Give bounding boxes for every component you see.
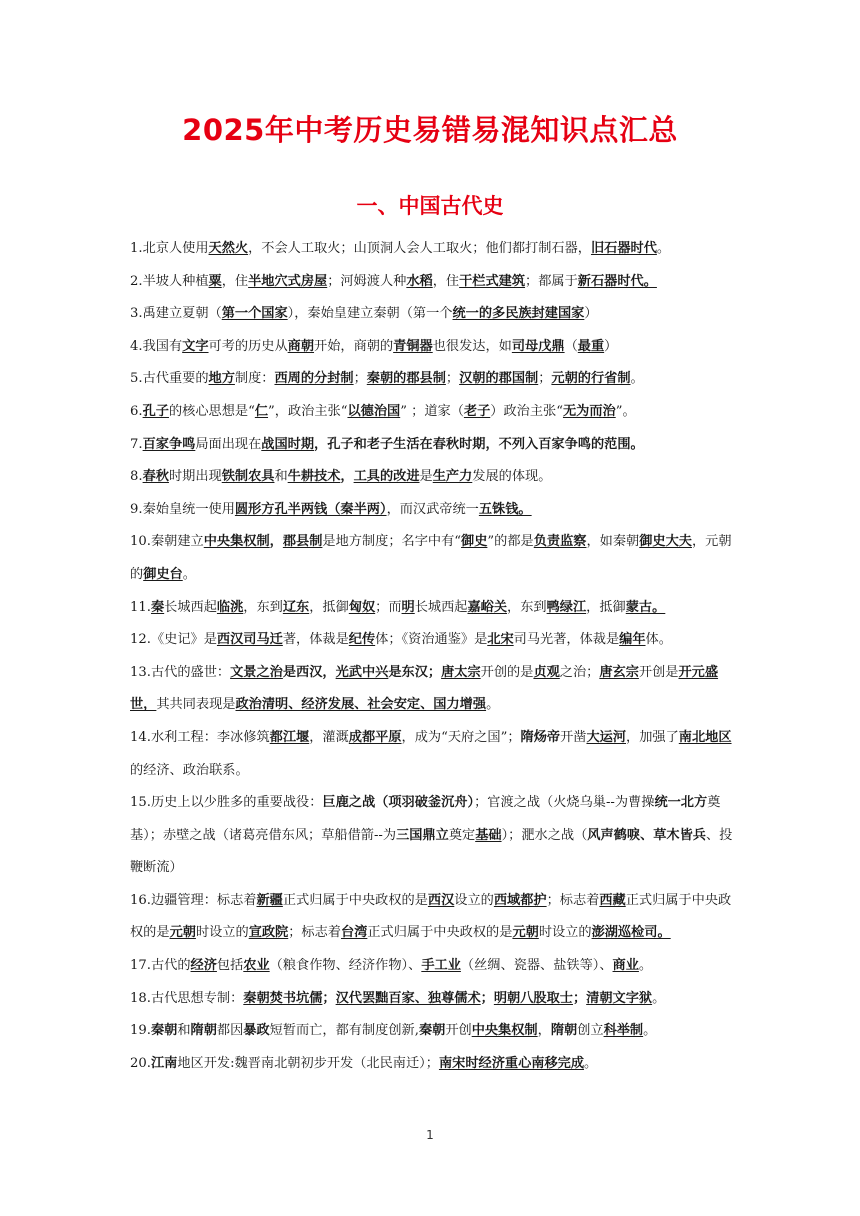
body-text: ，元朝的 bbox=[130, 534, 732, 582]
key-term: 中央集权制 bbox=[471, 1023, 538, 1039]
knowledge-point-7 bbox=[130, 429, 736, 462]
body-text: ，不会人工取火；山顶洞人会人工取火；他们都打制石器， bbox=[248, 241, 591, 256]
body-text: 开始，商朝的 bbox=[314, 338, 394, 354]
bold-text: 是西汉， bbox=[282, 664, 336, 680]
body-text: 时期出现 bbox=[168, 469, 222, 485]
body-text: 长城西起 bbox=[414, 599, 468, 615]
key-term: 五铢钱。 bbox=[478, 501, 532, 517]
body-text: 开凿 bbox=[560, 729, 587, 745]
bold-text: ，孔子和老子生活在春秋时期，不列入百家争鸣的范围。 bbox=[314, 436, 644, 452]
key-term: 统一的多民族封建国家 bbox=[452, 306, 585, 322]
key-term: 西汉司马迁 bbox=[216, 632, 283, 648]
body-text: ；标志着 bbox=[546, 892, 600, 908]
key-term: 元朝 bbox=[169, 925, 196, 941]
body-text: ；而 bbox=[375, 599, 402, 615]
body-text: 5.古代重要的 bbox=[130, 371, 209, 387]
key-term: 司母戊鼎 bbox=[511, 338, 565, 354]
body-text: 。 bbox=[182, 566, 196, 582]
knowledge-point-11 bbox=[130, 592, 736, 625]
bold-text: 隋炀帝 bbox=[520, 729, 561, 745]
knowledge-point-16 bbox=[130, 885, 736, 950]
body-text: ）政治主张“ bbox=[490, 403, 563, 419]
body-text: ） bbox=[604, 338, 618, 354]
body-text: 。 bbox=[638, 958, 653, 974]
knowledge-point-15 bbox=[130, 787, 736, 885]
body-text: 。 bbox=[656, 241, 671, 256]
body-text: 制度： bbox=[234, 371, 275, 387]
bold-text: 统一北方 bbox=[654, 795, 708, 811]
bold-text: 隋朝 bbox=[190, 1023, 217, 1039]
key-term: 科举制 bbox=[603, 1023, 644, 1039]
key-term: 郡县制 bbox=[282, 534, 323, 550]
key-term: 仁 bbox=[254, 403, 269, 419]
key-term: 天然火 bbox=[208, 241, 249, 256]
body-text: 12.《史记》是 bbox=[130, 632, 217, 648]
key-term: 秦 bbox=[150, 599, 165, 615]
key-term: 鸭绿江 bbox=[546, 599, 587, 615]
body-text: 18.古代思想专制： bbox=[130, 990, 244, 1006]
key-term: 北宋 bbox=[487, 632, 514, 648]
key-term: 中央集权制 bbox=[203, 534, 270, 550]
body-text: 长城西起 bbox=[164, 599, 217, 615]
body-text: 开创是 bbox=[638, 664, 679, 680]
body-text: 也很发达，如 bbox=[432, 338, 512, 354]
bold-text: 是东汉； bbox=[388, 664, 442, 680]
body-text: ；都属于 bbox=[525, 273, 578, 289]
body-text: 正式归属于中央政权的是 bbox=[130, 892, 732, 941]
body-text: 14.水利工程：李冰修筑 bbox=[130, 729, 270, 745]
body-text: 包括 bbox=[216, 958, 244, 974]
bold-text: ； bbox=[480, 990, 494, 1006]
key-term: 辽东 bbox=[282, 599, 310, 615]
key-term: 唐太宗 bbox=[441, 664, 481, 680]
key-term: 以德治国 bbox=[347, 403, 401, 419]
key-term: 牛耕技术 bbox=[287, 469, 341, 485]
body-text: ； bbox=[353, 371, 367, 387]
key-term: 青铜器 bbox=[393, 338, 433, 354]
body-text: ，成为“天府之国”； bbox=[401, 729, 521, 745]
key-term: 明 bbox=[401, 599, 415, 615]
body-text: ；官渡之战（火烧乌巢--为曹操 bbox=[474, 795, 655, 811]
body-text: （丝绸、瓷器、盐铁等）、 bbox=[460, 958, 613, 974]
body-text: 。 bbox=[643, 1023, 657, 1039]
body-text: ， bbox=[537, 1023, 551, 1039]
bold-text: ， bbox=[340, 469, 354, 485]
key-term: 都江堰 bbox=[269, 729, 310, 745]
key-term: 明朝八股取士 bbox=[493, 990, 573, 1006]
key-term: 西汉 bbox=[427, 892, 455, 908]
key-term: 政治清明、经济发展、社会安定、国力增强 bbox=[235, 697, 487, 713]
key-term: 大运河 bbox=[586, 729, 627, 745]
body-text: 15.历史上以少胜多的重要战役： bbox=[130, 795, 323, 811]
body-text: 4.我国有 bbox=[130, 338, 183, 354]
body-text: 是 bbox=[419, 469, 433, 485]
body-text: ”。 bbox=[615, 403, 636, 419]
key-term: 清朝文字狱 bbox=[586, 990, 653, 1006]
body-text: 16.边疆管理：标志着 bbox=[130, 892, 257, 908]
key-term: 西域都护 bbox=[493, 892, 547, 908]
body-text: ，抵御 bbox=[309, 599, 349, 615]
key-term: 百家争鸣 bbox=[142, 436, 196, 452]
body-text: ”的都是 bbox=[487, 534, 534, 550]
body-text: 19. bbox=[130, 1023, 151, 1039]
body-text: 11. bbox=[130, 599, 151, 615]
body-text: ” ；道家（ bbox=[400, 403, 464, 419]
body-text: 正式归属于中央政权的是 bbox=[367, 925, 513, 941]
key-term: 嘉峪关 bbox=[467, 599, 508, 615]
body-text: 设立的 bbox=[454, 892, 494, 908]
knowledge-point-1 bbox=[130, 233, 736, 266]
knowledge-point-19 bbox=[130, 1015, 736, 1048]
key-term: 汉朝的郡国制 bbox=[459, 371, 539, 387]
key-term: 基础 bbox=[475, 827, 502, 843]
body-text: 都因 bbox=[216, 1023, 244, 1039]
knowledge-point-9 bbox=[130, 494, 736, 527]
bold-text: 风声鹤唳、草木皆兵 bbox=[587, 827, 706, 843]
key-term: 地方 bbox=[208, 371, 235, 387]
page-number: 1 bbox=[426, 1128, 434, 1142]
key-term: 文景之治 bbox=[230, 664, 283, 680]
body-text: 8. bbox=[130, 469, 143, 485]
body-text: 。 bbox=[630, 371, 644, 387]
key-term: 生产力 bbox=[432, 469, 473, 485]
body-text: 17.古代的 bbox=[130, 958, 191, 974]
key-term: 最重 bbox=[577, 338, 605, 354]
body-text: 3.禹建立夏朝（ bbox=[130, 306, 222, 322]
key-term: 半地穴式房屋 bbox=[248, 273, 328, 289]
knowledge-point-4 bbox=[130, 331, 736, 364]
body-text: ，加强了 bbox=[626, 729, 679, 745]
key-term: 宣政院 bbox=[248, 925, 289, 941]
key-term: 文字 bbox=[182, 338, 209, 354]
body-text: 。 bbox=[486, 697, 500, 713]
body-text: ”，政治主张“ bbox=[268, 403, 348, 419]
body-text: 短暂而亡，都有制度创新, bbox=[269, 1023, 419, 1039]
body-text: 著，体裁是 bbox=[282, 632, 349, 648]
key-term: 贞观 bbox=[533, 664, 560, 680]
body-text: ），秦始皇建立秦朝（第一个 bbox=[287, 306, 453, 322]
key-term: 汉代罢黜百家、独尊儒术 bbox=[335, 990, 481, 1006]
body-text: ，如秦朝 bbox=[586, 534, 640, 550]
body-text: 体；《资治通鉴》是 bbox=[375, 632, 488, 648]
key-term: 圆形方孔半两钱（秦半两） bbox=[234, 501, 387, 517]
bold-text: 秦朝 bbox=[418, 1023, 446, 1039]
key-term: 蒙古。 bbox=[625, 599, 666, 615]
bold-text: 三国鼎立 bbox=[396, 827, 449, 843]
key-term: 开元盛世， bbox=[130, 664, 719, 713]
body-text: 2.半坡人种植 bbox=[130, 273, 209, 289]
body-text: 正式归属于中央政权的是 bbox=[282, 892, 428, 908]
body-text: ，而汉武帝统一 bbox=[386, 501, 479, 517]
body-text: 地区开发:魏晋南北朝初步开发（北民南迁）； bbox=[177, 1055, 439, 1071]
knowledge-point-20 bbox=[130, 1048, 736, 1081]
body-text: 的核心思想是“ bbox=[168, 403, 255, 419]
knowledge-point-10 bbox=[130, 526, 736, 591]
body-text: 6. bbox=[130, 403, 143, 419]
body-text: 之治； bbox=[559, 664, 600, 680]
body-text: （ bbox=[564, 338, 578, 354]
key-term: 负责监察 bbox=[533, 534, 587, 550]
body-text: 7. bbox=[130, 436, 143, 452]
body-text: 开创的是 bbox=[480, 664, 534, 680]
body-text: ，灌溉 bbox=[309, 729, 349, 745]
body-text: ，东到 bbox=[243, 599, 283, 615]
key-term: 匈奴 bbox=[348, 599, 376, 615]
bold-text: 巨鹿之战（项羽破釜沉舟） bbox=[322, 795, 475, 811]
document-title: 2025年中考历史易错易混知识点汇总 bbox=[182, 113, 678, 147]
bold-text: 江南 bbox=[150, 1055, 178, 1071]
key-term: 手工业 bbox=[421, 958, 461, 974]
key-term: 秦朝的郡县制 bbox=[366, 371, 446, 387]
key-term: 粟 bbox=[208, 273, 222, 289]
key-term: 元朝的行省制 bbox=[551, 371, 631, 387]
key-term: 秦朝焚书坑儒 bbox=[243, 990, 323, 1006]
body-text: 9.秦始皇统一使用 bbox=[130, 501, 235, 517]
knowledge-point-8 bbox=[130, 461, 736, 494]
bold-text: ； bbox=[572, 990, 587, 1006]
key-term: 第一个国家 bbox=[221, 306, 288, 322]
key-term: 战国时期 bbox=[261, 436, 315, 452]
bold-text: ， bbox=[269, 534, 283, 550]
body-text: 和 bbox=[177, 1023, 191, 1039]
bold-text: ； bbox=[322, 990, 336, 1006]
body-text: 。 bbox=[584, 1055, 598, 1071]
key-term: 农业 bbox=[243, 958, 270, 974]
knowledge-point-6 bbox=[130, 396, 736, 429]
key-term: 老子 bbox=[463, 403, 491, 419]
body-text: 司马光著，体裁是 bbox=[513, 632, 620, 648]
key-term: 铁制农具 bbox=[221, 469, 275, 485]
body-text: 时设立的 bbox=[195, 925, 249, 941]
body-text: 和 bbox=[274, 469, 288, 485]
key-term: 旧石器时代 bbox=[590, 241, 657, 256]
knowledge-point-14 bbox=[130, 722, 736, 787]
body-text: 13.古代的盛世： bbox=[130, 664, 231, 680]
knowledge-point-13 bbox=[130, 657, 736, 722]
knowledge-point-18 bbox=[130, 983, 736, 1016]
key-term: 南北地区 bbox=[678, 729, 732, 745]
body-text: 奠定 bbox=[448, 827, 476, 843]
body-text: 是地方制度；名字中有“ bbox=[322, 534, 462, 550]
key-term: 新石器时代。 bbox=[577, 273, 657, 289]
body-text: ；河姆渡人种 bbox=[327, 273, 407, 289]
body-text: ）；淝水之战（ bbox=[501, 827, 588, 843]
body-text: ； bbox=[445, 371, 460, 387]
key-term: 经济 bbox=[190, 958, 217, 974]
knowledge-point-2 bbox=[130, 266, 736, 299]
body-text: ； bbox=[538, 371, 552, 387]
body-text: 奠基）；赤壁之战（诸葛亮借东风；草船借箭--为 bbox=[130, 795, 721, 843]
key-term: 南宋时经济重心南移完成 bbox=[438, 1055, 585, 1071]
key-term: 成都平原 bbox=[348, 729, 402, 745]
knowledge-point-17 bbox=[130, 950, 736, 983]
body-text: ） bbox=[584, 306, 598, 322]
body-text: 。 bbox=[652, 990, 666, 1006]
bold-text: 秦朝 bbox=[150, 1023, 178, 1039]
body-text: 其共同表现是 bbox=[156, 697, 236, 713]
body-text: ；标志着 bbox=[288, 925, 341, 941]
body-text: 发展的体现。 bbox=[472, 469, 552, 485]
body-text: 20. bbox=[130, 1055, 151, 1071]
key-term: 西周的分封制 bbox=[274, 371, 354, 387]
key-term: 澎湖巡检司。 bbox=[591, 925, 671, 941]
body-text: （粮食作物、经济作物）、 bbox=[269, 958, 422, 974]
body-text: 创立 bbox=[577, 1023, 604, 1039]
body-text: ，东到 bbox=[507, 599, 547, 615]
key-term: 临洮 bbox=[216, 599, 244, 615]
body-text: 10.秦朝建立 bbox=[130, 534, 204, 550]
key-term: 商业 bbox=[612, 958, 639, 974]
key-term: 新疆 bbox=[256, 892, 283, 908]
key-term: 御史台 bbox=[143, 566, 183, 582]
knowledge-point-12 bbox=[130, 624, 736, 657]
body-text: ，住 bbox=[221, 273, 249, 289]
knowledge-point-list bbox=[130, 233, 736, 1080]
key-term: 春秋 bbox=[142, 469, 169, 485]
key-term: 台湾 bbox=[341, 925, 368, 941]
body-text: 的经济、政治联系。 bbox=[130, 762, 249, 778]
section-heading: 一、中国古代史 bbox=[356, 194, 504, 218]
body-text: 时设立的 bbox=[538, 925, 592, 941]
key-term: 元朝 bbox=[512, 925, 539, 941]
bold-text: 暴政 bbox=[243, 1023, 270, 1039]
key-term: 干栏式建筑 bbox=[459, 273, 526, 289]
key-term: 光武中兴 bbox=[335, 664, 389, 680]
body-text: 局面出现在 bbox=[195, 436, 262, 452]
key-term: 水稻 bbox=[406, 273, 433, 289]
body-text: ，抵御 bbox=[586, 599, 626, 615]
key-term: 商朝 bbox=[287, 338, 315, 354]
body-text: ，住 bbox=[432, 273, 460, 289]
key-term: 御史 bbox=[461, 534, 488, 550]
body-text: 体。 bbox=[645, 632, 672, 648]
key-term: 无为而治 bbox=[562, 403, 616, 419]
key-term: 西藏 bbox=[599, 892, 626, 908]
bold-text: 隋朝 bbox=[550, 1023, 578, 1039]
key-term: 孔子 bbox=[142, 403, 169, 419]
key-term: 唐玄宗 bbox=[599, 664, 639, 680]
key-term: 纪传 bbox=[348, 632, 376, 648]
body-text: 1.北京人使用 bbox=[130, 241, 209, 256]
knowledge-point-3 bbox=[130, 298, 736, 331]
key-term: 御史大夫 bbox=[639, 534, 692, 550]
key-term: 工具的改进 bbox=[353, 469, 420, 485]
key-term: 编年 bbox=[619, 632, 646, 648]
body-text: 、投鞭断流） bbox=[130, 827, 733, 876]
body-text: 开创 bbox=[445, 1023, 472, 1039]
knowledge-point-5 bbox=[130, 363, 736, 396]
body-text: 可考的历史从 bbox=[208, 338, 288, 354]
